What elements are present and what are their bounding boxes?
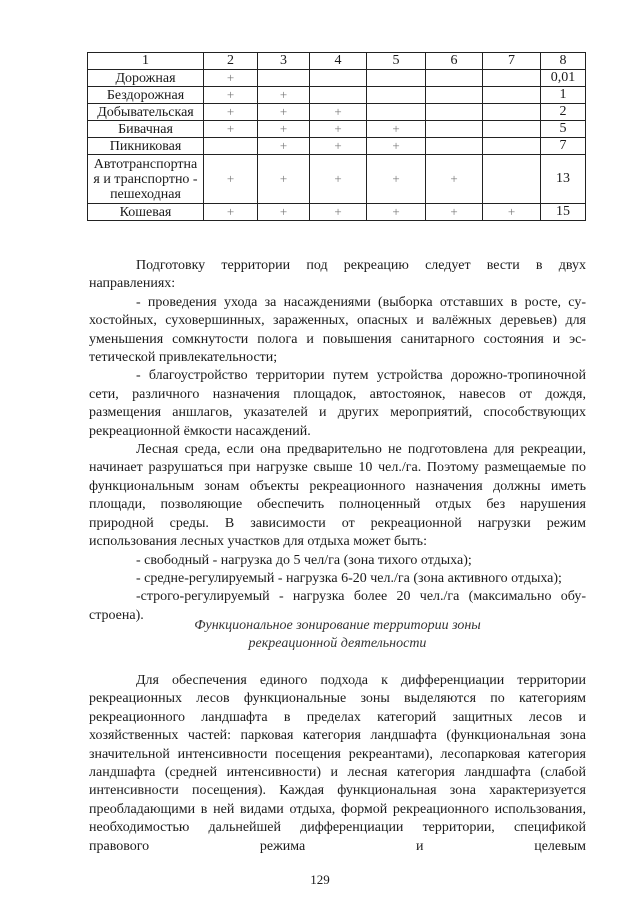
mark-cell: + bbox=[258, 121, 310, 138]
mark-cell bbox=[426, 138, 483, 155]
mark-cell: + bbox=[258, 87, 310, 104]
row-name: Бивачная bbox=[88, 121, 204, 138]
value-cell: 5 bbox=[541, 121, 586, 138]
mark-cell bbox=[426, 104, 483, 121]
list-item: - свободный - нагрузка до 5 чел/га (зона тихого отдыха); bbox=[136, 552, 472, 568]
row-name-line: пешеходная bbox=[110, 186, 181, 202]
mark-cell: + bbox=[258, 104, 310, 121]
mark-cell bbox=[258, 70, 310, 87]
mark-cell bbox=[483, 104, 541, 121]
mark-cell: + bbox=[426, 204, 483, 221]
mark-cell: + bbox=[258, 155, 310, 204]
mark-cell: + bbox=[310, 155, 367, 204]
header-cell: 7 bbox=[483, 53, 541, 70]
mark-cell bbox=[310, 87, 367, 104]
body-text-section-2 bbox=[89, 672, 586, 856]
paragraph: - благоустройство территории путем устройства дорожно-тропиночной сети, различного назначения площадок, автостоянок, навесов от дождя, размещения аншлагов, указателей и других мероприятий, способствующих рекреационной ёмкости насаждений. bbox=[89, 368, 586, 439]
mark-cell bbox=[483, 155, 541, 204]
mark-cell: + bbox=[204, 70, 258, 87]
mark-cell bbox=[367, 104, 426, 121]
mark-cell: + bbox=[367, 155, 426, 204]
mark-cell bbox=[483, 70, 541, 87]
mark-cell: + bbox=[204, 87, 258, 104]
row-name: Пикниковая bbox=[88, 138, 204, 155]
mark-cell bbox=[310, 70, 367, 87]
table-row bbox=[88, 155, 586, 204]
list-item: - средне-регулируемый - нагрузка 6-20 чел./га (зона активного отдыха); bbox=[136, 570, 562, 586]
mark-cell: + bbox=[367, 204, 426, 221]
mark-cell: + bbox=[310, 121, 367, 138]
table-row bbox=[88, 138, 586, 155]
value-cell: 15 bbox=[541, 204, 586, 221]
table-row bbox=[88, 204, 586, 221]
mark-cell bbox=[483, 87, 541, 104]
value-cell: 7 bbox=[541, 138, 586, 155]
row-name: Кошевая bbox=[88, 204, 204, 221]
mark-cell: + bbox=[310, 138, 367, 155]
header-cell: 8 bbox=[541, 53, 586, 70]
recreation-types-table bbox=[87, 52, 586, 221]
table-header-row bbox=[88, 53, 586, 70]
value-cell: 0,01 bbox=[541, 70, 586, 87]
value-cell: 2 bbox=[541, 104, 586, 121]
paragraph: Подготовку территории под рекреацию следует вести в двух направлениях: bbox=[89, 258, 586, 292]
table-row bbox=[88, 121, 586, 138]
mark-cell: + bbox=[367, 121, 426, 138]
header-cell: 2 bbox=[204, 53, 258, 70]
header-cell: 3 bbox=[258, 53, 310, 70]
row-name: Бездорожная bbox=[88, 87, 204, 104]
table-row bbox=[88, 70, 586, 87]
page-number: 129 bbox=[310, 872, 330, 887]
row-name-line: Автотранспортна bbox=[93, 156, 198, 172]
row-name: Дорожная bbox=[88, 70, 204, 87]
table-row bbox=[88, 87, 586, 104]
row-name-line: я и транспортно - bbox=[93, 171, 198, 187]
body-text-section-1 bbox=[89, 257, 586, 625]
mark-cell: + bbox=[204, 204, 258, 221]
mark-cell bbox=[367, 70, 426, 87]
mark-cell: + bbox=[310, 104, 367, 121]
heading-line: Функциональное зонирование территории зоны bbox=[194, 618, 481, 633]
list-item: -строго-регулируемый - нагрузка более 20 чел./га (максимально обу-строена). bbox=[89, 589, 586, 623]
mark-cell: + bbox=[367, 138, 426, 155]
mark-cell bbox=[483, 121, 541, 138]
mark-cell: + bbox=[310, 204, 367, 221]
header-cell: 4 bbox=[310, 53, 367, 70]
paragraph: - проведения ухода за насаждениями (выборка отставших в росте, су-хостойных, суховершинных, зараженных, опасных и валёжных деревьев) для уменьшения сомкнутости полога и повышения санитарного состояния и эс-тетической привлекательности; bbox=[89, 294, 586, 366]
mark-cell bbox=[367, 87, 426, 104]
paragraph: Для обеспечения единого подхода к дифференциации территории рекреационных лесов функциональные зоны выделяются по категориям рекреационного ландшафта в пределах категорий защитных лесов и хозяйственных частей: парковая категория ландшафта (функциональная зона значительной интенсивности посещения рекреантами), лесопарковая категория ландшафта (средней интенсивности) и лесная категория ландшафта (слабой интенсивности посещения). Каждая функциональная зона характеризуется преобладающими в ней видами отдыха, формой рекреационного использования, необходимостью дальнейшей дифференциации территории, спецификой правового режима и целевым bbox=[89, 673, 586, 854]
value-cell: 1 bbox=[541, 87, 586, 104]
mark-cell: + bbox=[204, 121, 258, 138]
paragraph: Лесная среда, если она предварительно не подготовлена для рекреации, начинает разрушаться при нагрузке свыше 10 чел./га. Поэтому размещаемые по функциональным зонам объекты рекреационного назначения должны иметь площади, позволяющие обеспечить полноценный отдых без нарушения природной среды. В зависимости от рекреационной нагрузки режим использования лесных участков для отдыха может быть: bbox=[89, 442, 586, 550]
section-heading bbox=[89, 617, 586, 653]
mark-cell bbox=[426, 70, 483, 87]
mark-cell bbox=[426, 121, 483, 138]
mark-cell: + bbox=[204, 155, 258, 204]
mark-cell bbox=[426, 87, 483, 104]
mark-cell: + bbox=[483, 204, 541, 221]
mark-cell: + bbox=[204, 104, 258, 121]
row-name bbox=[88, 155, 204, 204]
value-cell: 13 bbox=[541, 155, 586, 204]
mark-cell: + bbox=[258, 204, 310, 221]
mark-cell: + bbox=[426, 155, 483, 204]
header-cell: 1 bbox=[88, 53, 204, 70]
heading-line: рекреационной деятельности bbox=[248, 636, 427, 651]
mark-cell bbox=[483, 138, 541, 155]
table-row bbox=[88, 104, 586, 121]
header-cell: 6 bbox=[426, 53, 483, 70]
mark-cell bbox=[204, 138, 258, 155]
row-name: Добывательская bbox=[88, 104, 204, 121]
header-cell: 5 bbox=[367, 53, 426, 70]
mark-cell: + bbox=[258, 138, 310, 155]
